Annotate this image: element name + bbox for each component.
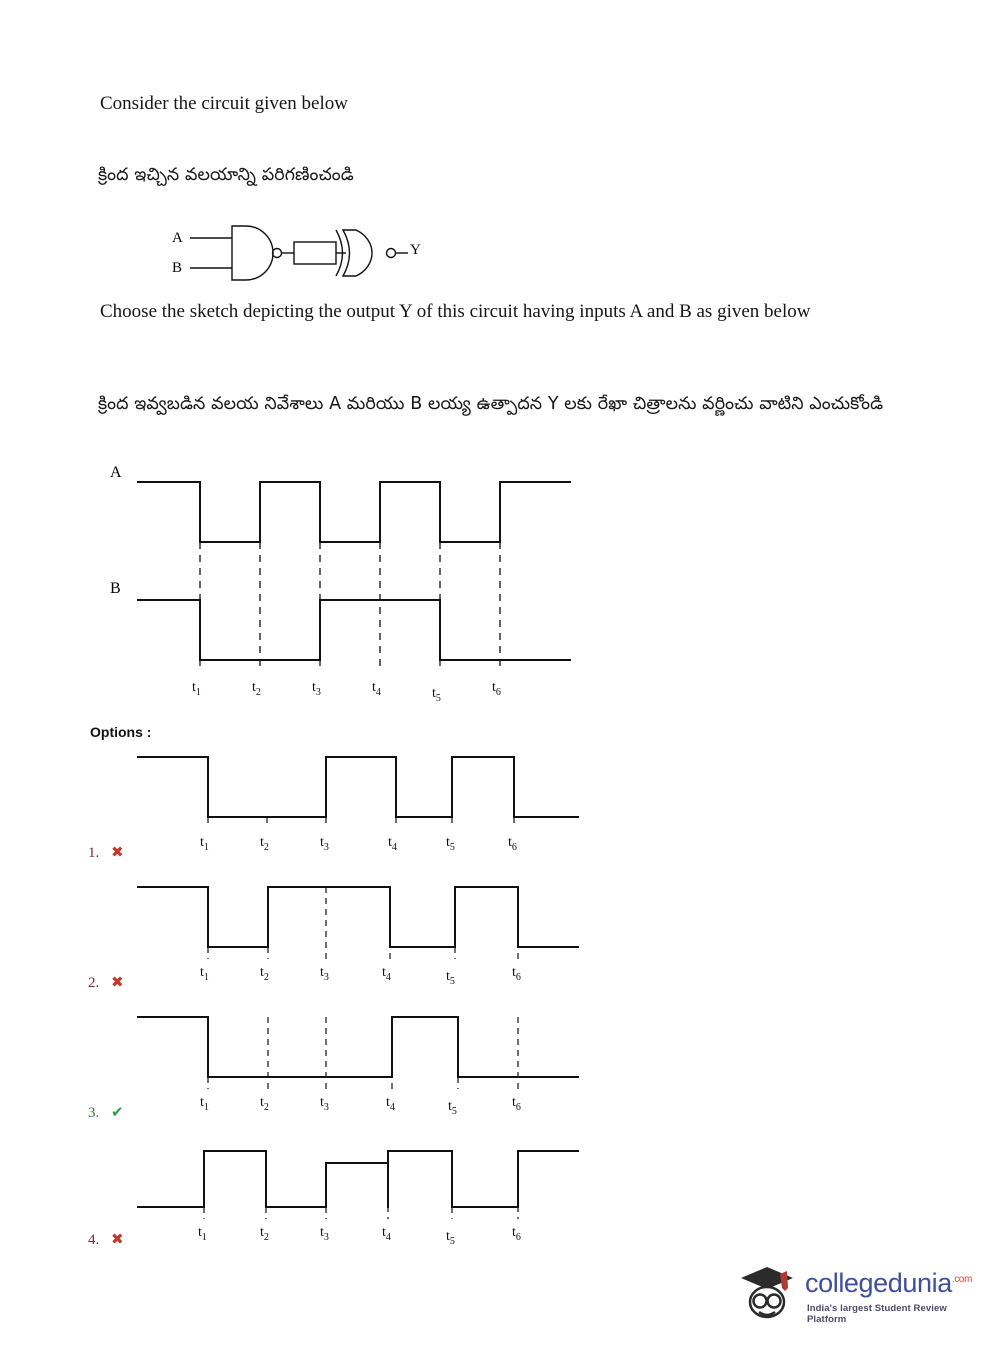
option-2-status-icon: ✖ — [111, 973, 124, 991]
waveform-b-label: B — [110, 580, 121, 597]
option-1-waveform — [130, 745, 600, 855]
collegedunia-footer — [735, 1258, 985, 1338]
collegedunia-logo-icon — [735, 1258, 799, 1322]
tick-label: $t_2$ — [260, 1225, 269, 1243]
tick-label: $t_5$ — [448, 1099, 457, 1117]
tick-label: $t_5$ — [446, 969, 455, 987]
tick-label: $t_3$ — [320, 835, 329, 853]
brand-name: collegedunia — [805, 1268, 952, 1298]
option-2-svg — [130, 875, 600, 975]
tick-label: $t_1$ — [192, 680, 201, 698]
tick-label: $t_1$ — [200, 1095, 209, 1113]
option-1-svg — [130, 745, 600, 845]
option-4-svg — [130, 1135, 600, 1235]
tick-label: $t_2$ — [260, 1095, 269, 1113]
tick-label: $t_6$ — [508, 835, 517, 853]
tick-label: $t_4$ — [382, 965, 391, 983]
option-2-waveform — [130, 875, 600, 985]
tick-label: $t_3$ — [320, 1095, 329, 1113]
prompt-telugu-2: క్రింద ఇవ్వబడిన వలయ నివేశాలు A మరియు B లయ్య ఉత్పాదన Y లకు రేఖా చిత్రాలను వర్ణించు వాటిని ఎంచుకోండి — [98, 394, 884, 414]
tick-label: $t_4$ — [386, 1095, 395, 1113]
circuit-diagram — [160, 218, 460, 288]
tick-label: $t_4$ — [388, 835, 397, 853]
option-3-svg — [130, 1005, 600, 1105]
option-1-number: 1. — [88, 845, 100, 861]
waveform-a-label: A — [110, 464, 122, 481]
option-4-waveform — [130, 1135, 600, 1245]
tick-label: $t_5$ — [446, 1229, 455, 1247]
tick-label: $t_6$ — [512, 1225, 521, 1243]
options-heading: Options : — [90, 724, 152, 740]
tick-label: $t_3$ — [320, 965, 329, 983]
prompt-english-1: Consider the circuit given below — [100, 93, 348, 114]
tick-label: $t_3$ — [320, 1225, 329, 1243]
tick-label: $t_6$ — [512, 1095, 521, 1113]
tick-label: $t_2$ — [260, 965, 269, 983]
option-3-waveform — [130, 1005, 600, 1115]
tick-label: $t_2$ — [260, 835, 269, 853]
option-2-number: 2. — [88, 975, 100, 991]
tick-label: $t_5$ — [446, 835, 455, 853]
tick-label: $t_6$ — [512, 965, 521, 983]
option-1-status-icon: ✖ — [111, 843, 124, 861]
tick-label: $t_4$ — [382, 1225, 391, 1243]
collegedunia-tagline: India's largest Student Review Platform — [807, 1303, 947, 1325]
tick-label: $t_3$ — [312, 680, 321, 698]
tick-label: $t_2$ — [252, 680, 261, 698]
tick-label: $t_6$ — [492, 680, 501, 698]
option-4-status-icon: ✖ — [111, 1230, 124, 1248]
prompt-telugu-1: క్రింద ఇచ్చిన వలయాన్ని పరిగణించండి — [98, 165, 354, 185]
circuit-output-y-label: Y — [410, 242, 421, 258]
tick-label: $t_1$ — [198, 1225, 207, 1243]
prompt-english-2: Choose the sketch depicting the output Y of this circuit having inputs A and B as given below — [100, 301, 811, 322]
option-3-status-icon: ✔ — [111, 1103, 124, 1121]
collegedunia-brand — [805, 1268, 972, 1299]
circuit-input-a-label: A — [172, 230, 183, 246]
tick-label: $t_1$ — [200, 835, 209, 853]
circuit-input-b-label: B — [172, 260, 183, 276]
tick-label: $t_5$ — [432, 686, 441, 704]
option-4-number: 4. — [88, 1232, 100, 1248]
tick-label: $t_1$ — [200, 965, 209, 983]
input-waveform-chart — [100, 460, 620, 710]
input-waveform-svg — [100, 460, 600, 710]
brand-suffix: .com — [951, 1274, 972, 1285]
option-3-number: 3. — [88, 1105, 100, 1121]
tick-label: $t_4$ — [372, 680, 381, 698]
